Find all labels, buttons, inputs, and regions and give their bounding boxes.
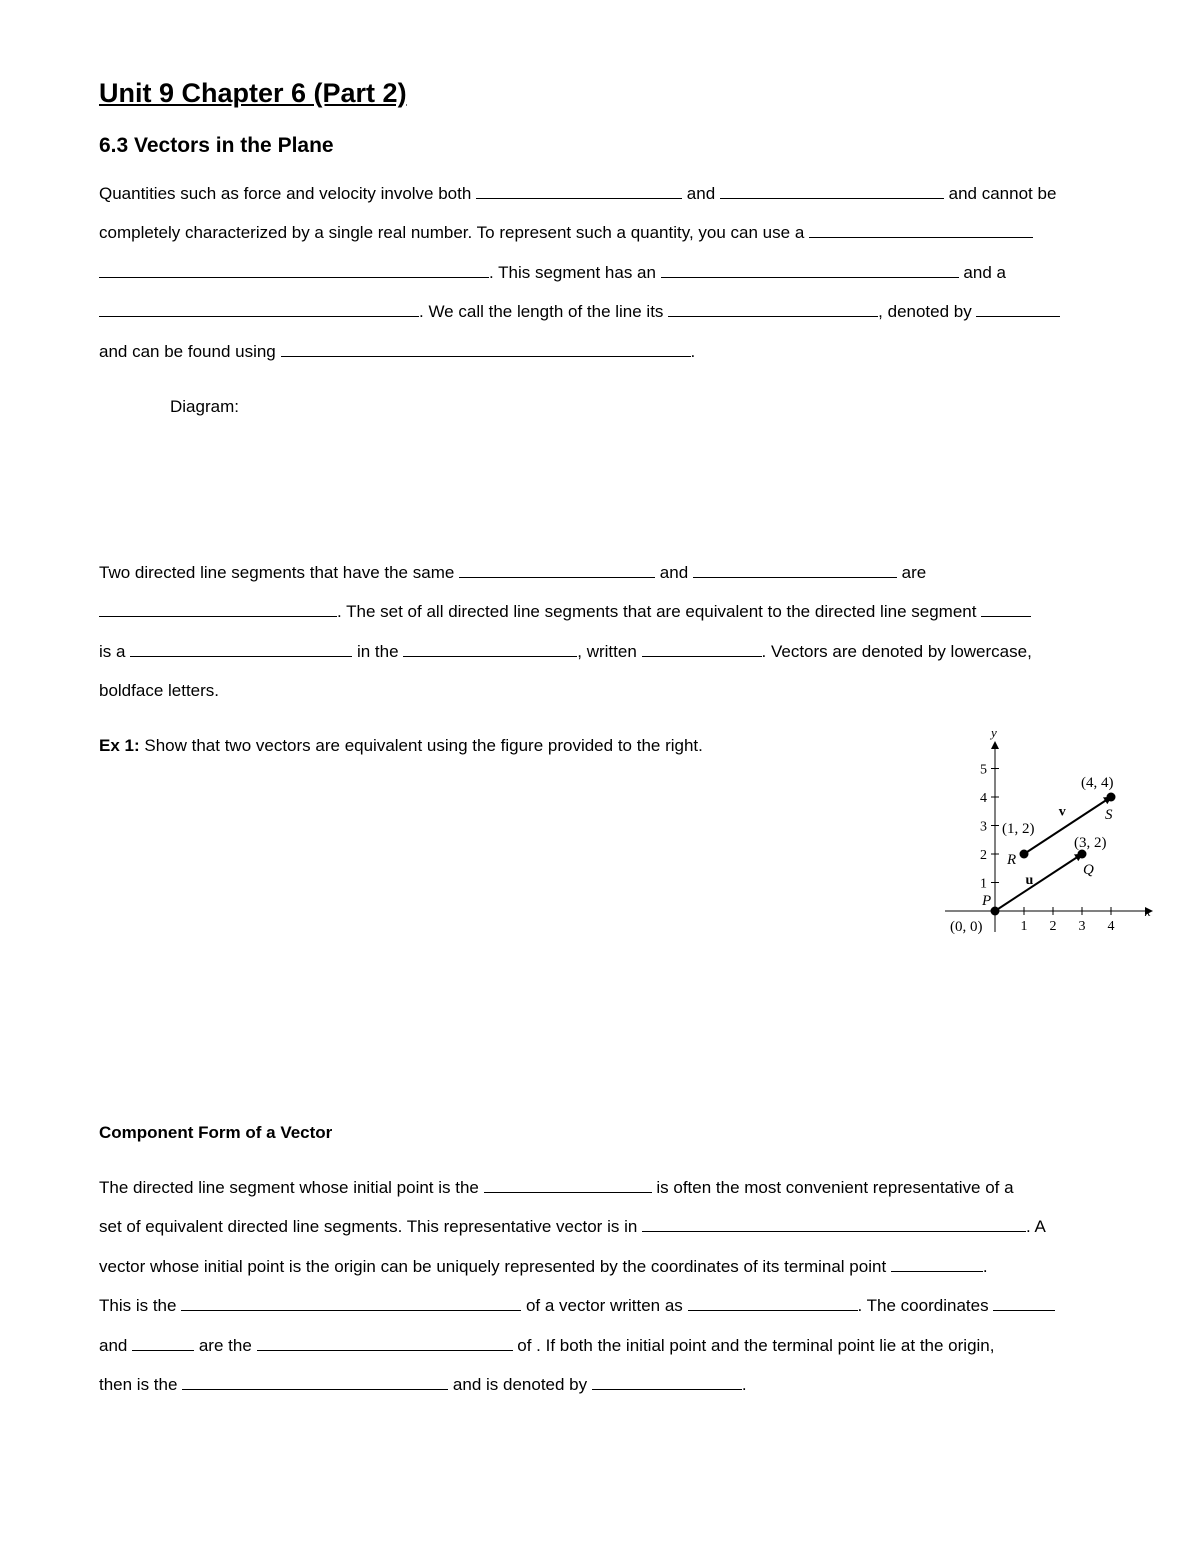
component-heading: Component Form of a Vector bbox=[99, 1123, 333, 1142]
blank[interactable] bbox=[182, 1374, 448, 1390]
x-tick-label: 1 bbox=[1020, 919, 1028, 934]
y-tick-label: 4 bbox=[980, 791, 987, 806]
blank[interactable] bbox=[484, 1177, 652, 1193]
blank[interactable] bbox=[130, 641, 352, 657]
example-1 bbox=[99, 734, 703, 758]
y-tick-label: 3 bbox=[980, 819, 987, 835]
blank[interactable] bbox=[592, 1374, 742, 1390]
equivalence-paragraph: Two directed line segments that have the same and are . The set of all directed line segments that are equivalent to the directed line segment is a in the , written . Vectors are denoted by lowercase, boldface letters. bbox=[99, 563, 1032, 701]
coord-label-P: (0, 0) bbox=[950, 919, 983, 935]
blank[interactable] bbox=[981, 601, 1031, 617]
x-tick-label: 4 bbox=[1107, 919, 1115, 934]
blank[interactable] bbox=[181, 1295, 521, 1311]
blank[interactable] bbox=[99, 601, 337, 617]
coord-label-Q: (3, 2) bbox=[1074, 835, 1107, 851]
point-P bbox=[991, 907, 1000, 916]
component-paragraph: The directed line segment whose initial point is the is often the most convenient representative of a set of equivalent directed line segments. This representative vector is in . A vector whose initial point is the origin can be uniquely represented by the coordinates of its terminal point . This is the of a vector written as . The coordinates and are the of . If both the initial point and the terminal point lie at the origin, then is the and is denoted by . bbox=[99, 1168, 1149, 1404]
point-label-R: R bbox=[1007, 852, 1017, 868]
blank[interactable] bbox=[642, 1216, 1026, 1232]
example-1-label: Ex 1: bbox=[99, 736, 140, 755]
y-tick-label: 2 bbox=[980, 848, 987, 863]
blank[interactable] bbox=[809, 222, 1033, 238]
section-heading: 6.3 Vectors in the Plane bbox=[99, 134, 334, 157]
x-tick-label: 2 bbox=[1049, 919, 1057, 934]
intro-paragraph: Quantities such as force and velocity involve both and and cannot be completely characterized by a single real number. To represent such a quantity, you can use a . This segment has an and a . We call the length of the line its , denoted by and can be found using . bbox=[99, 174, 1149, 371]
blank[interactable] bbox=[459, 562, 655, 578]
x-axis-label: x bbox=[1145, 904, 1151, 919]
diagram-label: Diagram: bbox=[170, 397, 239, 416]
point-label-Q: Q bbox=[1083, 862, 1094, 878]
coord-label-S: (4, 4) bbox=[1081, 775, 1114, 791]
blank[interactable] bbox=[693, 562, 897, 578]
page-title: Unit 9 Chapter 6 (Part 2) bbox=[99, 78, 407, 108]
blank[interactable] bbox=[891, 1256, 983, 1272]
example-1-text: Show that two vectors are equivalent using the figure provided to the right. bbox=[144, 736, 703, 755]
x-tick-label: 3 bbox=[1078, 919, 1086, 934]
blank[interactable] bbox=[132, 1335, 194, 1351]
blank[interactable] bbox=[976, 301, 1060, 317]
y-tick-label: 5 bbox=[980, 762, 987, 778]
coord-label-R: (1, 2) bbox=[1002, 821, 1035, 837]
blank[interactable] bbox=[99, 262, 489, 278]
blank[interactable] bbox=[993, 1295, 1055, 1311]
blank[interactable] bbox=[642, 641, 762, 657]
vector-v-label: v bbox=[1058, 804, 1066, 820]
point-S bbox=[1107, 793, 1116, 802]
blank[interactable] bbox=[476, 183, 682, 199]
point-label-P: P bbox=[982, 893, 992, 909]
blank[interactable] bbox=[99, 301, 419, 317]
blank[interactable] bbox=[403, 641, 577, 657]
blank[interactable] bbox=[281, 341, 691, 357]
y-tick-label: 1 bbox=[980, 876, 987, 892]
blank[interactable] bbox=[661, 262, 959, 278]
point-R bbox=[1020, 850, 1029, 859]
vector-figure bbox=[940, 722, 1160, 947]
blank[interactable] bbox=[688, 1295, 858, 1311]
blank[interactable] bbox=[257, 1335, 513, 1351]
vector-u-label: u bbox=[1025, 873, 1034, 889]
point-label-S: S bbox=[1105, 807, 1113, 823]
blank[interactable] bbox=[668, 301, 878, 317]
y-axis-label: y bbox=[991, 725, 997, 740]
blank[interactable] bbox=[720, 183, 944, 199]
